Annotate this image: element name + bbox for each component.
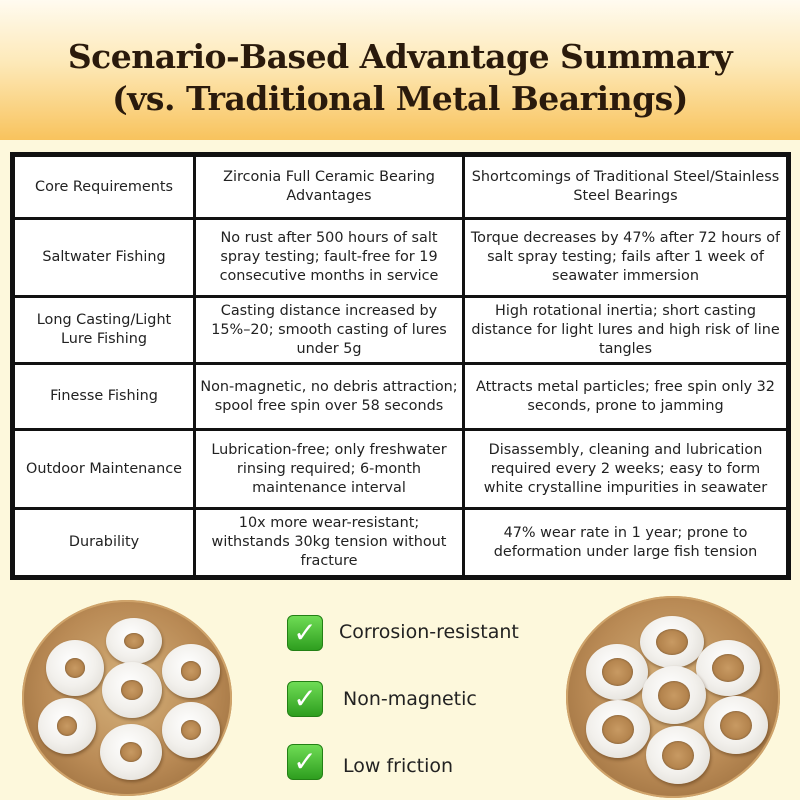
title-banner xyxy=(0,0,800,140)
page-title-line-2: (vs. Traditional Metal Bearings) xyxy=(112,79,688,118)
feature-low-friction: Low friction xyxy=(343,755,454,777)
check-icon: ✓ xyxy=(287,615,323,651)
table-row xyxy=(15,298,786,362)
header-steel-shortcomings: Shortcomings of Traditional Steel/Stainless Steel Bearings xyxy=(465,157,786,217)
row-ceramic-advantage: Lubrication-free; only freshwater rinsing required; 6-month maintenance interval xyxy=(196,431,462,508)
bearing-image xyxy=(46,640,104,696)
bearing-image xyxy=(38,698,96,754)
bearing-image xyxy=(640,616,704,668)
row-steel-shortcoming: High rotational inertia; short casting distance for light lures and high risk of line tangles xyxy=(465,298,786,362)
row-scenario: Saltwater Fishing xyxy=(15,220,193,295)
row-ceramic-advantage: No rust after 500 hours of salt spray testing; fault-free for 19 consecutive months in service xyxy=(196,220,462,295)
comparison-table-frame xyxy=(10,152,791,580)
row-ceramic-advantage: Non-magnetic, no debris attraction; spool free spin over 58 seconds xyxy=(196,365,462,427)
bearing-image xyxy=(642,666,706,724)
check-icon: ✓ xyxy=(287,681,323,717)
bearing-image xyxy=(586,700,650,758)
row-ceramic-advantage: 10x more wear-resistant; withstands 30kg tension without fracture xyxy=(196,510,462,575)
header-ceramic-advantages: Zirconia Full Ceramic Bearing Advantages xyxy=(196,157,462,217)
comparison-table xyxy=(12,154,789,578)
bearing-image xyxy=(646,726,710,784)
bearing-image xyxy=(102,662,162,718)
bearing-image xyxy=(106,618,162,664)
row-scenario: Finesse Fishing xyxy=(15,365,193,427)
row-scenario: Durability xyxy=(15,510,193,575)
bearing-image xyxy=(100,724,162,780)
bearing-image xyxy=(586,644,648,700)
row-steel-shortcoming: Torque decreases by 47% after 72 hours of salt spray testing; fails after 1 week of seawater immersion xyxy=(465,220,786,295)
bearing-image xyxy=(162,644,220,698)
row-scenario: Outdoor Maintenance xyxy=(15,431,193,508)
page-title-line-1: Scenario-Based Advantage Summary xyxy=(67,37,733,76)
row-ceramic-advantage: Casting distance increased by 15%–20; smooth casting of lures under 5g xyxy=(196,298,462,362)
table-row xyxy=(15,431,786,508)
table-row xyxy=(15,220,786,295)
row-steel-shortcoming: 47% wear rate in 1 year; prone to deformation under large fish tension xyxy=(465,510,786,575)
bearing-image xyxy=(696,640,760,696)
bearing-image xyxy=(162,702,220,758)
row-steel-shortcoming: Disassembly, cleaning and lubrication required every 2 weeks; easy to form white crystalline impurities in seawater xyxy=(465,431,786,508)
header-core-requirements: Core Requirements xyxy=(15,157,193,217)
table-row xyxy=(15,365,786,427)
feature-corrosion-resistant: Corrosion-resistant xyxy=(339,621,519,643)
table-header-row xyxy=(15,157,786,217)
ceramic-bearings-photo-right xyxy=(566,596,780,798)
bearing-image xyxy=(704,696,768,754)
ceramic-bearings-photo-left xyxy=(22,600,232,796)
table-row xyxy=(15,510,786,575)
row-steel-shortcoming: Attracts metal particles; free spin only 32 seconds, prone to jamming xyxy=(465,365,786,427)
check-icon: ✓ xyxy=(287,744,323,780)
feature-non-magnetic: Non-magnetic xyxy=(343,688,477,710)
row-scenario: Long Casting/Light Lure Fishing xyxy=(15,298,193,362)
